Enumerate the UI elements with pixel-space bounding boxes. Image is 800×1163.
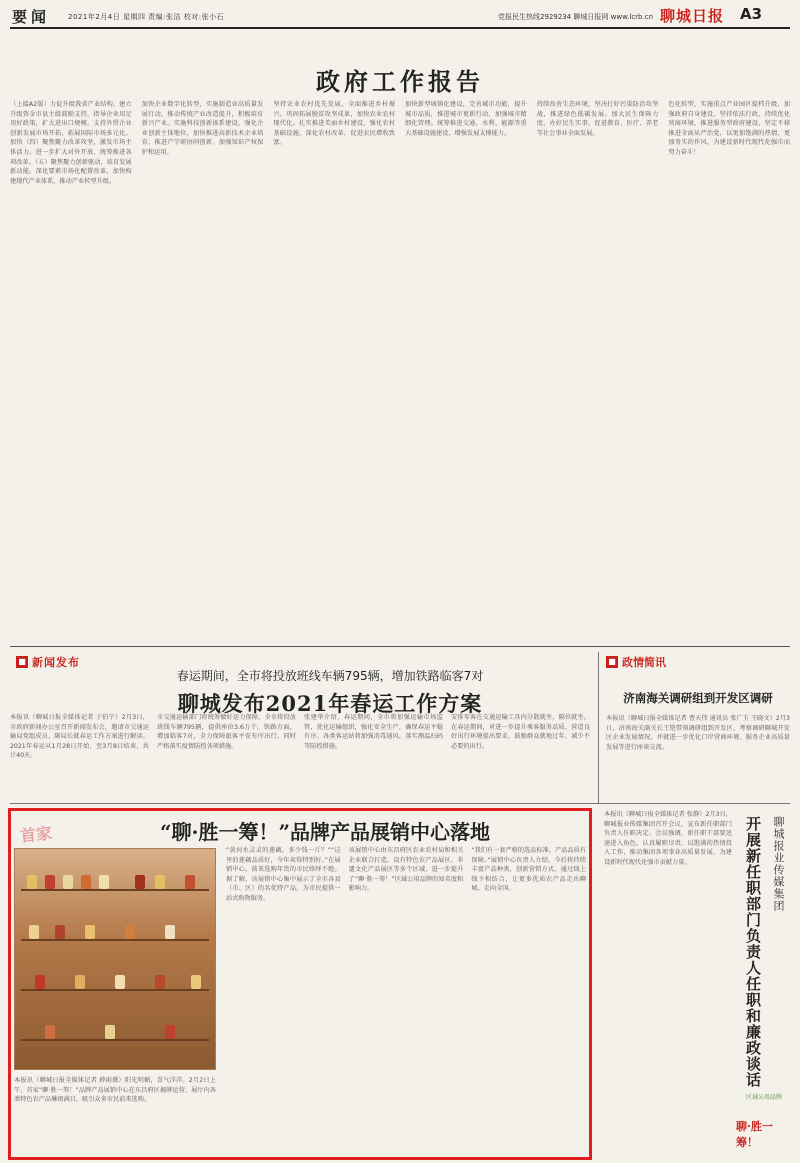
brief-headline: 济南海关调研组到开发区调研 bbox=[623, 691, 773, 705]
page-number: A3 bbox=[740, 5, 763, 23]
hotline-slogan: 党报民生热线2929234 聊城日报网 www.lcrb.cn bbox=[498, 13, 654, 21]
report-column: （上接A2版）力促升级我省产业结构，建立升级资金市县主级鼓励支持，指导企业用足用好政策，扩大进出口规模。支持外贸企业创新发展市场开拓，拓展国际市场多元化。加快（四）聚焦聚力改革攻坚，激发市场主体活力。进一步扩大对外开放，统筹推进各项改革。（五）聚焦聚力创新驱动，培育发展新动能。深化要素市场化配置改革，加快构建现代产业体系，推动产业转型升级。 bbox=[10, 101, 132, 185]
column-divider bbox=[598, 652, 599, 804]
feature-body bbox=[226, 846, 586, 1156]
report-body bbox=[10, 100, 790, 640]
section-divider bbox=[10, 803, 790, 804]
section-name: 要闻 bbox=[12, 8, 51, 26]
feature-headline: “聊·胜一筹！”品牌产品展销中心落地 bbox=[160, 820, 490, 844]
section-marker-icon: ■ bbox=[16, 656, 28, 668]
news-column: 张建华介绍，春运期间，全市将加强运输市场监管，优化运输组织，强化安全生产，确保春运平稳有序。各类客运站将加强消毒通风，落实测温扫码等防控措施。 bbox=[304, 714, 443, 750]
section-marker-icon: ■ bbox=[606, 656, 618, 668]
brand-logo-text: 聊·胜一筹！ bbox=[736, 1120, 773, 1149]
group-news-title: 开展新任职部门负责人任职和廉政谈话 bbox=[744, 816, 762, 1088]
photo-caption: 本报讯（聊城日报全媒体记者 薛雨薇）阳光明媚，喜气洋洋。2月2日上午，首家“聊·胜一筹！”品牌产品展销中心在东昌府区揭牌运营，展厅内各类特色农产品琳琅满目，吸引众多市民前来选购。 bbox=[14, 1077, 216, 1104]
report-column: 加快企业数字化转型，实施制造业高质量发展行动，推动传统产业改造提升，积极培育新兴产业。实施科技创新体系建设，强化企业创新主体地位，加快推进高新技术企业培育，推进产学研协同创新，加强知识产权保护和运用。 bbox=[141, 101, 264, 156]
date-line: 2021年2月4日 星期四 责编:张洁 校对:张小石 bbox=[68, 13, 225, 21]
first-store-badge: 首家 bbox=[19, 823, 54, 846]
group-news-body: 本报讯（聊城日报全媒体记者 张静）2月3日，聊城报业传媒集团召开会议，宣布新任职部门负责人任职决定。会议强调，新任职干部要迅速进入角色，认真履职尽责，以饱满的热情投入工作，推动集团各项事业高质量发展，为建设新时代现代化强市贡献力量。 bbox=[604, 811, 732, 866]
feature-column: “黄河水灵灵的莲藕，多少钱一斤？”“这里的莲藕品质好，今年卖得特别好。”在展销中心，前来选购年货的市民络绎不绝。据了解，该展销中心集中展示了全市各县（市、区）的名优特产品，为市民提供一站式购物服务。 bbox=[226, 847, 341, 902]
brand-logo bbox=[734, 1088, 792, 1154]
brief-body: 本报讯（聊城日报全媒体记者 曹天伟 通讯员 张广玉 王晓文）2月3日，济南海关副关长王铠带领调研组到开发区，考察调研聊城开发区企业发展情况，并就进一步优化口岸营商环境、服务企业高质量发展等进行座谈交流。 bbox=[606, 715, 790, 751]
report-title: 政府工作报告 bbox=[316, 67, 484, 96]
brief-section-tag bbox=[606, 654, 666, 669]
news-headline: 聊城发布2021年春运工作方案 bbox=[177, 691, 483, 716]
news-column: 市交通运输部门将统筹做好运力保障，全市将投放班线车辆795辆，提供座位3.6万个。铁路方面，增加临客7对，全力保障旅客平安有序出行。同时严格落实疫情防控各项措施。 bbox=[157, 714, 296, 750]
report-column: 坚持农业农村优先发展，全面推进乡村振兴，巩固拓展脱贫攻坚成果，加快农业农村现代化。扎实推进美丽乡村建设，强化农村基础设施，深化农村改革，促进农民增收致富。 bbox=[273, 101, 396, 147]
brief-section-label: 政情简讯 bbox=[622, 655, 666, 669]
group-news-org: 聊城报业传媒集团 bbox=[772, 816, 785, 912]
newspaper-logo: 聊城日报 bbox=[660, 7, 725, 25]
section-divider bbox=[10, 646, 790, 647]
news-subhead: 春运期间，全市将投放班线车辆795辆，增加铁路临客7对 bbox=[176, 669, 484, 683]
news-section-label: 新闻发布 bbox=[32, 655, 80, 669]
header-divider bbox=[10, 27, 790, 29]
news-column: 安排零客在交通运输工具内分散就坐，隔位就坐。在春运期间，对进一步提升乘客服务品质、营造良好出行环境提出要求，鼓励群众就地过年，减少不必要的出行。 bbox=[451, 714, 590, 750]
showroom-photo bbox=[14, 848, 216, 1070]
report-column: 持续改善生态环境，坚决打好污染防治攻坚战，推进绿色低碳发展。加大民生保障力度，办好民生实事，促进教育、医疗、养老等社会事业全面发展。 bbox=[536, 101, 659, 137]
news-body bbox=[10, 713, 590, 801]
news-column: 本报讯（聊城日报全媒体记者 于伯宁）2月3日，市政府新闻办公室召开新闻发布会，邀请市交通运输局党组成员、副局长就春运工作方案进行解读。2021年春运从1月28日开始，至3月8日结束，共计40天。 bbox=[10, 714, 149, 760]
brand-logo-sub: 区域公用品牌 bbox=[746, 1094, 783, 1101]
feature-column: “我们有一套严格的选品标准，产品品质有保障。”展销中心负责人介绍，今后将持续丰富产品种类，创新营销方式，通过线上线下相结合，让更多优质农产品走出聊城、走向全国。 bbox=[471, 847, 587, 893]
report-column: 加快新型城镇化建设，完善城市功能，提升城市品质，推进城市更新行动，加强城市精细化管理。统筹推进交通、水利、能源等重大基础设施建设，增强发展支撑能力。 bbox=[405, 101, 527, 137]
report-column: 色化转型，实施重点产业园区提档升级，加强政府自身建设，坚持依法行政，持续优化营商环境，推进服务型政府建设，坚定不移推进全面从严治党，以更加饱满的热情、更加务实的作风，为建设新时代现代化强市而努力奋斗！ bbox=[668, 101, 791, 156]
feature-column: 该展销中心由东昌府区农业农村局和相关企业联合打造，设有特色农产品展区、非遗文化产品展区等多个区域，进一步提升了“聊·胜一筹！”区域公用品牌的知名度和影响力。 bbox=[348, 847, 464, 893]
